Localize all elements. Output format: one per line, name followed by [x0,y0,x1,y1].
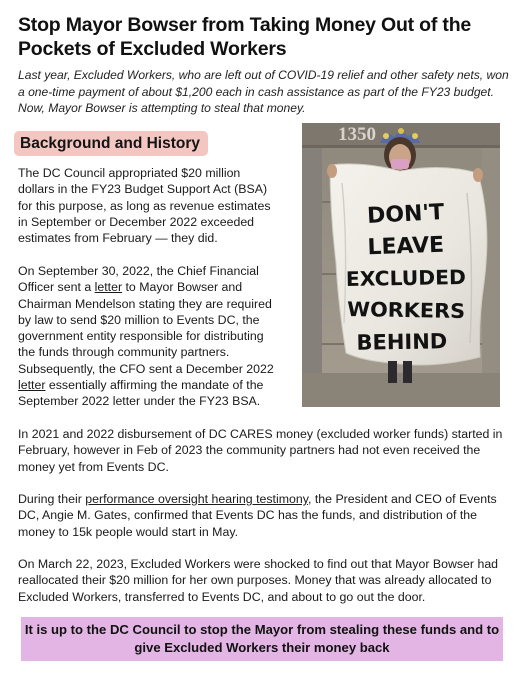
section-heading-background: Background and History [14,131,208,156]
paragraph-text: During their [18,492,86,506]
paragraph-oversight-hearing [18,491,508,540]
page-title: Stop Mayor Bowser from Taking Money Out of the Pockets of Excluded Workers [18,14,472,60]
paragraph-cfo-letters [18,263,280,410]
september-letter-link[interactable]: letter [94,280,123,295]
protest-photo [302,123,500,407]
building-number: 1350 [338,124,376,145]
sign-line: BEHIND [356,329,448,355]
paragraph-text: On September 30, 2022, the Chief Financial Officer sent a [18,264,259,295]
protest-photo-illustration [302,123,500,407]
call-to-action-text: It is up to the DC Council to stop the Mayor from stealing these funds and to give Excluded Workers their money back [24,622,500,655]
sign-line: DON'T [366,200,445,230]
intro-summary: Last year, Excluded Workers, who are left out of COVID-19 relief and other safety nets, won a one-time payment of about $1,200 each in cash assistance as part of the FY23 budget. Now, Mayor Bowser is attempting to steal that money. [18,68,509,115]
sign-line: WORKERS [346,296,461,323]
paragraph-appropriation: The DC Council appropriated $20 million dollars in the FY23 Budget Support Act (BSA) for this purpose, as long as revenue estimates in September or December 2022 exceeded estimates from February — they did. [18,166,271,246]
paragraph-reallocation: On March 22, 2023, Excluded Workers were shocked to find out that Mayor Bowser had reallocated their $20 million for her own purposes. Money that was already allocated to Excluded Workers, transferred to Events DC, and about to go out the door. [18,557,499,604]
sign-line: LEAVE [367,232,445,261]
oversight-testimony-link[interactable]: performance oversight hearing testimony [85,492,308,506]
december-letter-link[interactable]: letter [18,378,46,393]
paragraph-text: essentially affirming the mandate of the September 2022 letter under the FY23 BSA. [18,378,264,409]
paragraph-text: , the President and CEO of Events DC, Angie M. Gates, confirmed that Events DC has the funds, and distribution of the money to 15k people would start in May. [18,492,497,539]
call-to-action-banner [21,617,503,661]
paragraph-dc-cares: In 2021 and 2022 disbursement of DC CARES money (excluded worker funds) started in February, however in Feb of 2023 the community partners had not even received the money yet from Events DC. [18,427,503,474]
paragraph-text: to Mayor Bowser and Chairman Mendelson stating they are required by law to send $20 million to Events DC, the government entity responsible for distributing the funds through community partners. Subsequently, the CFO sent a December 2022 [18,280,274,376]
sign-line: EXCLUDED [345,264,465,292]
